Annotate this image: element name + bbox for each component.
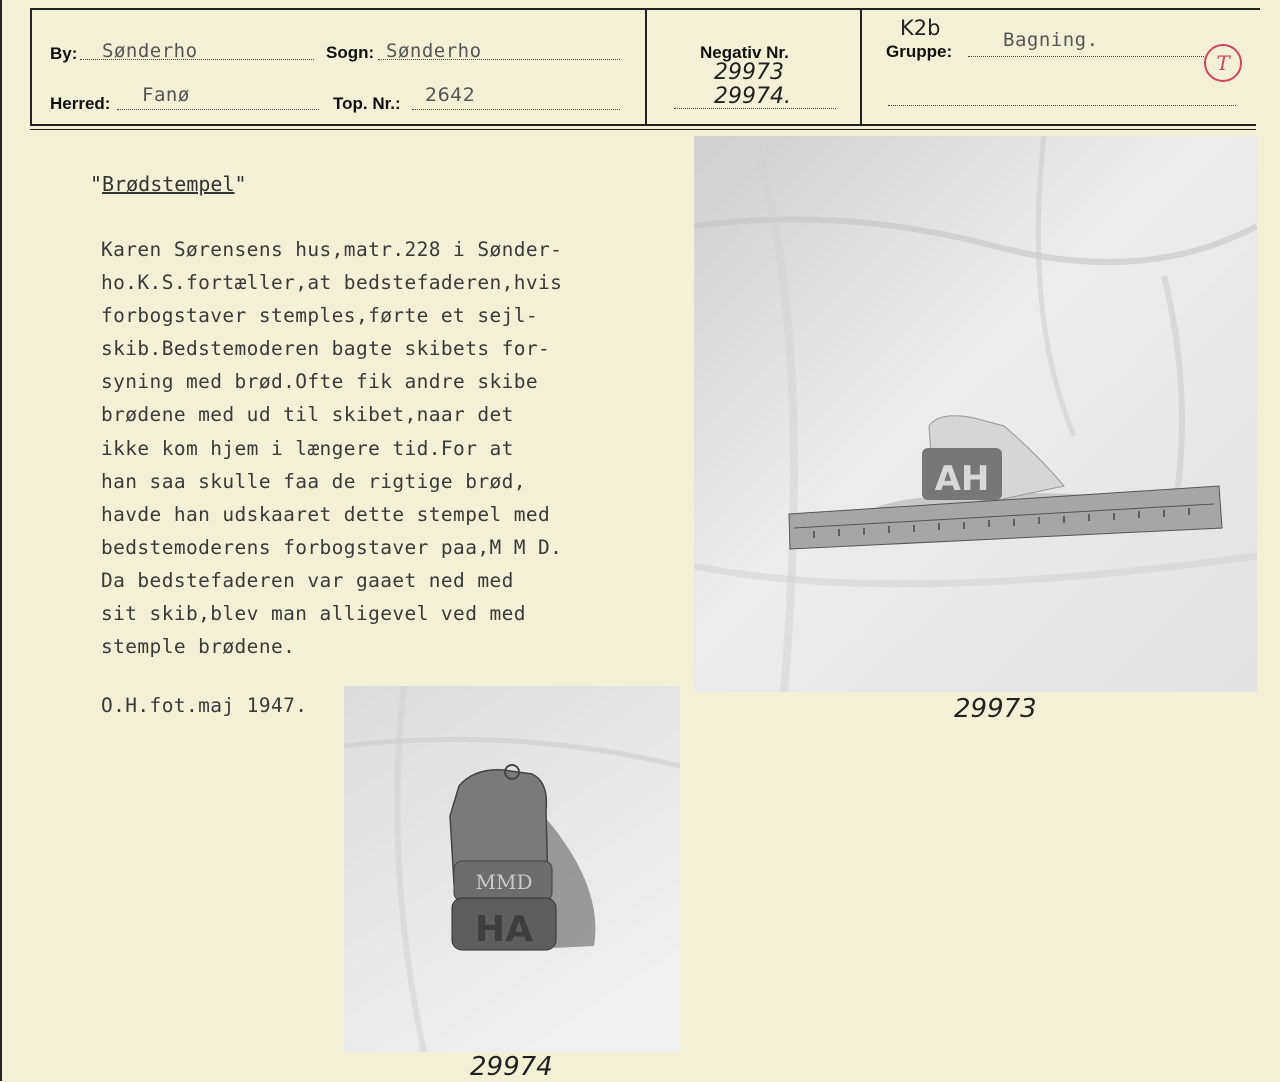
negativ-value-1: 29973 (714, 60, 784, 85)
photo-2-caption: 29974 (470, 1052, 553, 1082)
top-nr-label: Top. Nr.: (333, 94, 401, 113)
document-body (101, 233, 641, 663)
header-divider-2 (860, 8, 862, 126)
photo-1-stamp-letters: AH (934, 459, 990, 499)
negativ-dots (674, 107, 836, 109)
photo-1-caption: 29973 (954, 694, 1037, 724)
header-bottom-rule-2 (30, 129, 1256, 130)
sogn-label: Sogn: (326, 43, 375, 62)
header-bottom-rule (30, 124, 1256, 126)
body-line: sit skib,blev man alligevel ved med (101, 602, 526, 626)
body-line: forbogstaver stemples,førte et sejl- (101, 304, 539, 328)
body-line: skib.Bedstemoderen bagte skibets for- (101, 337, 551, 361)
header-left-border (30, 8, 32, 126)
title-open-quote: " (90, 172, 103, 196)
body-line: brødene med ud til skibet,naar det (101, 403, 514, 427)
body-line: Da bedstefaderen var gaaet ned med (101, 568, 514, 592)
photo-2-carved-letters: MMD (475, 870, 533, 894)
gruppe-label: Gruppe: (886, 42, 953, 61)
title-text: Brødstempel (102, 172, 235, 196)
photo-2-image (344, 686, 680, 1052)
gruppe-dots-2 (888, 104, 1236, 106)
header-divider-1 (645, 8, 647, 126)
body-line: syning med brød.Ofte fik andre skibe (101, 370, 539, 394)
photo-credit: O.H.fot.maj 1947. (101, 694, 308, 717)
photo-fist-stamp (344, 686, 680, 1052)
negativ-label: Negativ Nr. (700, 43, 789, 62)
photo-2-stamp-letters: HA (475, 909, 533, 950)
by-label: By: (50, 44, 78, 63)
document-title (90, 172, 247, 196)
gruppe-dots (968, 55, 1204, 57)
negativ-value-2: 29974. (714, 84, 791, 109)
red-mark-icon: T (1204, 44, 1242, 82)
body-line: havde han udskaaret dette stempel med (101, 502, 551, 526)
body-line: ikke kom hjem i længere tid.For at (101, 436, 514, 460)
body-line: ho.K.S.fortæller,at bedstefaderen,hvis (101, 271, 563, 295)
herred-value: Fanø (142, 84, 190, 106)
body-line: Karen Sørensens hus,matr.228 i Sønder- (101, 238, 563, 261)
herred-label: Herred: (50, 94, 111, 113)
gruppe-value: Bagning. (1003, 29, 1099, 51)
photo-stamp-with-ruler (694, 136, 1257, 692)
top-nr-dots (412, 108, 620, 110)
title-close-quote: " (234, 172, 247, 196)
gruppe-code: K2b (900, 16, 941, 40)
top-nr-value: 2642 (425, 84, 476, 106)
sogn-value: Sønderho (386, 40, 482, 62)
body-line: stemple brødene. (101, 635, 296, 659)
herred-dots (117, 108, 319, 110)
by-value: Sønderho (102, 40, 198, 62)
photo-1-image (694, 136, 1257, 692)
body-line: bedstemoderens forbogstaver paa,M M D. (101, 535, 563, 559)
body-line: han saa skulle faa de rigtige brød, (101, 469, 526, 493)
